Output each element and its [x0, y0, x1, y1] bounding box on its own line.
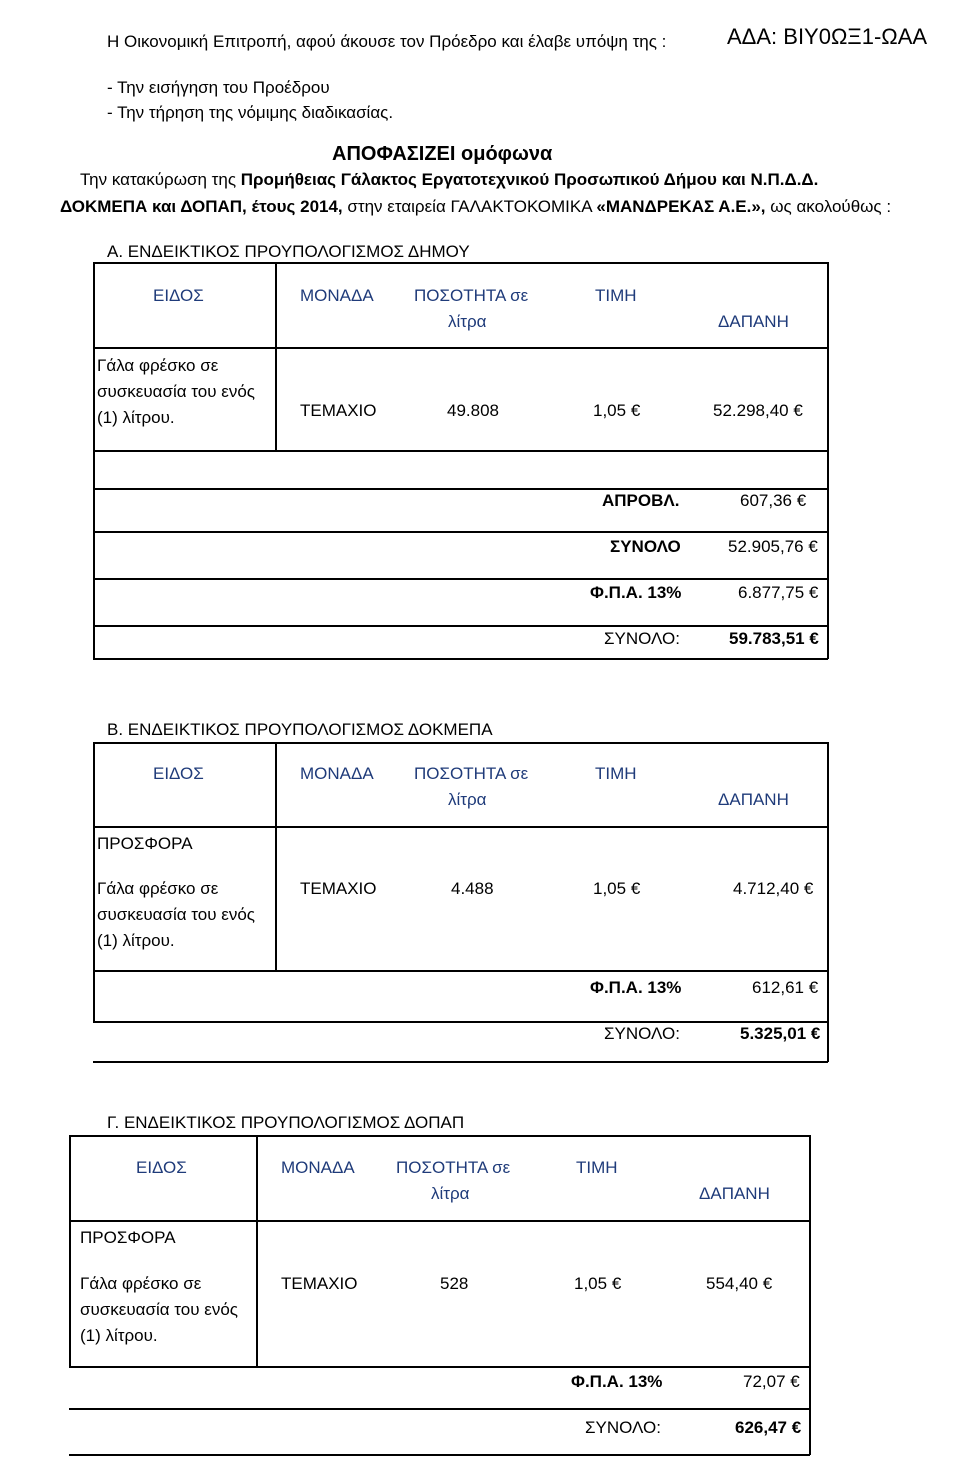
item-cost-value: 52.298,40	[713, 401, 789, 420]
summary-label: Φ.Π.Α. 13%	[590, 978, 682, 997]
table-a-row-line	[93, 450, 828, 452]
summary-value	[735, 1415, 801, 1441]
header-posotita: ΠΟΣΟΤΗΤΑ σε	[414, 286, 529, 305]
award-part-3: ΔΟΚΜΕΠΑ και ΔΟΠΑΠ, έτους 2014,	[60, 197, 343, 216]
summary-value	[740, 1021, 820, 1047]
euro-sign: €	[630, 401, 641, 420]
header-posotita: ΠΟΣΟΤΗΤΑ σε	[414, 764, 529, 783]
header-dapani: ΔΑΠΑΝΗ	[718, 790, 789, 809]
euro-sign: €	[808, 583, 819, 602]
item-desc-line-3: (1) λίτρου.	[80, 1326, 158, 1345]
summary-value	[729, 626, 819, 652]
header-monada: ΜΟΝΑΔΑ	[300, 286, 374, 305]
table-a-summary-line	[93, 531, 828, 533]
euro-sign: €	[611, 1274, 622, 1293]
table-c-border-top	[69, 1135, 810, 1137]
header-posotita: ΠΟΣΟΤΗΤΑ σε	[396, 1158, 511, 1177]
item-qty: 528	[440, 1274, 469, 1293]
table-c-header-line	[69, 1220, 810, 1222]
table-c-border-left	[69, 1135, 71, 1367]
summary-value	[743, 1369, 800, 1395]
summary-amount: 607,36	[740, 491, 792, 510]
item-desc-line-2: συσκευασία του ενός	[80, 1300, 238, 1319]
offer-label: ΠΡΟΣΦΟΡΑ	[97, 834, 193, 853]
header-posotita-unit: λίτρα	[448, 312, 487, 331]
table-b-header-line	[93, 826, 828, 828]
table-b-title: Β. ΕΝΔΕΙΚΤΙΚΟΣ ΠΡΟΥΠΟΛΟΓΙΣΜΟΣ ΔΟΚΜΕΠΑ	[107, 720, 493, 739]
table-b-col-divider	[275, 742, 277, 970]
header-eidos: ΕΙΔΟΣ	[136, 1158, 187, 1177]
header-eidos: ΕΙΔΟΣ	[153, 764, 204, 783]
summary-value	[740, 488, 806, 514]
item-price	[593, 876, 640, 902]
summary-amount: 5.325,01	[740, 1024, 807, 1043]
header-timi: ΤΙΜΗ	[576, 1158, 618, 1177]
item-price-value: 1,05	[593, 401, 627, 420]
summary-label: Φ.Π.Α. 13%	[571, 1372, 663, 1391]
header-eidos: ΕΙΔΟΣ	[153, 286, 204, 305]
item-desc-line-1: Γάλα φρέσκο σε	[80, 1274, 202, 1293]
table-a-header-line	[93, 347, 828, 349]
table-b-summary-line	[93, 1021, 828, 1023]
summary-amount: 72,07	[743, 1372, 786, 1391]
euro-sign: €	[808, 537, 818, 556]
summary-amount: 59.783,51	[729, 629, 805, 648]
summary-amount: 626,47	[735, 1418, 787, 1437]
table-a-border-right	[827, 262, 829, 659]
item-unit: ΤΕΜΑΧΙΟ	[281, 1274, 358, 1293]
table-a-summary-line-3	[93, 625, 828, 627]
table-a-summary-left	[93, 531, 95, 659]
euro-sign: €	[810, 1024, 821, 1043]
item-price	[574, 1271, 621, 1297]
euro-sign: €	[796, 491, 807, 510]
award-part-1: Την κατακύρωση της	[80, 170, 241, 189]
item-desc-line-2: συσκευασία του ενός	[97, 382, 255, 401]
ada-code: ΑΔΑ: ΒΙΥ0ΩΞ1-ΩΑΑ	[727, 24, 928, 49]
item-cost	[706, 1271, 772, 1297]
summary-label: ΑΠΡΟΒΛ.	[602, 491, 680, 510]
table-a-col-divider	[275, 262, 277, 450]
table-c-title: Γ. ΕΝΔΕΙΚΤΙΚΟΣ ΠΡΟΥΠΟΛΟΓΙΣΜΟΣ ΔΟΠΑΠ	[107, 1113, 465, 1132]
item-cost-value: 554,40	[706, 1274, 758, 1293]
summary-label: ΣΥΝΟΛΟ:	[604, 1024, 680, 1043]
award-part-5: «ΜΑΝΔΡΕΚΑΣ Α.Ε.»,	[596, 197, 766, 216]
header-posotita-unit: λίτρα	[431, 1184, 470, 1203]
euro-sign: €	[790, 1372, 800, 1391]
euro-sign: €	[803, 879, 814, 898]
header-dapani: ΔΑΠΑΝΗ	[699, 1184, 770, 1203]
item-desc-line-3: (1) λίτρου.	[97, 931, 175, 950]
item-desc-line-1: Γάλα φρέσκο σε	[97, 356, 219, 375]
summary-value	[752, 975, 818, 1001]
offer-label: ΠΡΟΣΦΟΡΑ	[80, 1228, 176, 1247]
table-c-row-line	[69, 1366, 810, 1368]
table-a-border-top	[93, 262, 828, 264]
item-price-value: 1,05	[574, 1274, 608, 1293]
summary-label: ΣΥΝΟΛΟ:	[604, 629, 680, 648]
item-price-value: 1,05	[593, 879, 627, 898]
award-part-4: στην εταιρεία ΓΑΛΑΚΤΟΚΟΜΙΚΑ	[342, 197, 597, 216]
item-desc-line-1: Γάλα φρέσκο σε	[97, 879, 219, 898]
table-b-row-line	[93, 970, 828, 972]
header-timi: ΤΙΜΗ	[595, 286, 637, 305]
summary-amount: 6.877,75	[738, 583, 805, 602]
table-c-border-right	[809, 1135, 811, 1455]
table-c-col-divider	[256, 1135, 258, 1367]
summary-amount: 52.905,76	[728, 537, 804, 556]
summary-label: ΣΥΝΟΛΟ	[610, 537, 681, 556]
euro-sign: €	[630, 879, 641, 898]
summary-value	[728, 534, 818, 560]
table-a-gap-line	[93, 488, 828, 490]
summary-value	[738, 580, 818, 606]
summary-amount: 612,61	[752, 978, 804, 997]
item-price	[593, 398, 640, 424]
header-timi: ΤΙΜΗ	[595, 764, 637, 783]
summary-label: Φ.Π.Α. 13%	[590, 583, 682, 602]
item-desc-line-2: συσκευασία του ενός	[97, 905, 255, 924]
table-b-border-top	[93, 742, 828, 744]
euro-sign: €	[762, 1274, 773, 1293]
award-line-2	[60, 197, 891, 217]
intro-text: Η Οικονομική Επιτροπή, αφού άκουσε τον Πρόεδρο και έλαβε υπόψη της :	[107, 32, 667, 51]
item-unit: ΤΕΜΑΧΙΟ	[300, 879, 377, 898]
euro-sign: €	[808, 978, 819, 997]
table-a-title: Α. ΕΝΔΕΙΚΤΙΚΟΣ ΠΡΟΥΠΟΛΟΓΙΣΜΟΣ ΔΗΜΟΥ	[107, 242, 470, 261]
header-monada: ΜΟΝΑΔΑ	[300, 764, 374, 783]
euro-sign: €	[791, 1418, 802, 1437]
item-desc-line-3: (1) λίτρου.	[97, 408, 175, 427]
table-c-summary-line	[69, 1408, 810, 1410]
table-a-border-left	[93, 262, 95, 532]
table-b-border-right	[827, 742, 829, 1062]
item-unit: ΤΕΜΑΧΙΟ	[300, 401, 377, 420]
euro-sign: €	[809, 629, 819, 648]
item-qty: 49.808	[447, 401, 499, 420]
header-monada: ΜΟΝΑΔΑ	[281, 1158, 355, 1177]
table-c-border-bottom	[69, 1454, 810, 1456]
item-cost	[733, 876, 813, 902]
bullet-1: - Την εισήγηση του Προέδρου	[107, 78, 330, 97]
table-a-border-bottom	[93, 658, 828, 660]
header-dapani: ΔΑΠΑΝΗ	[718, 312, 789, 331]
header-posotita-unit: λίτρα	[448, 790, 487, 809]
summary-label: ΣΥΝΟΛΟ:	[585, 1418, 661, 1437]
table-b-border-left	[93, 742, 95, 1022]
item-qty: 4.488	[451, 879, 494, 898]
item-cost-value: 4.712,40	[733, 879, 800, 898]
award-part-6: ως ακολούθως :	[765, 197, 892, 216]
award-line-1	[80, 170, 818, 190]
bullet-2: - Την τήρηση της νόμιμης διαδικασίας.	[107, 103, 394, 122]
decision-heading: ΑΠΟΦΑΣΙΖΕΙ ομόφωνα	[332, 143, 553, 165]
euro-sign: €	[793, 401, 803, 420]
award-part-2: Προμήθειας Γάλακτος Εργατοτεχνικού Προσωπικού Δήμου και Ν.Π.Δ.Δ.	[240, 170, 819, 189]
table-b-border-bottom	[93, 1061, 828, 1063]
item-cost	[713, 398, 803, 424]
table-a-summary-line-2	[93, 578, 828, 580]
